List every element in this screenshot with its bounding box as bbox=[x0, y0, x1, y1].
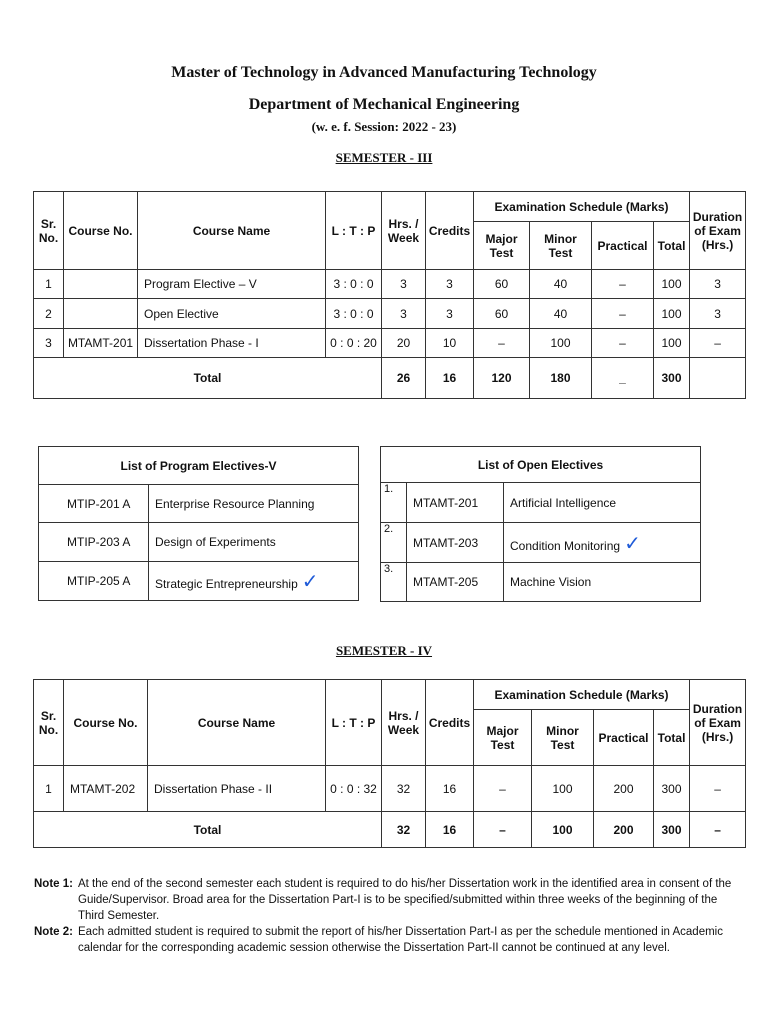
list-item bbox=[381, 483, 701, 523]
semester-3-table bbox=[33, 191, 746, 399]
open-electives-table bbox=[380, 446, 701, 602]
col-hrs: Hrs. / Week bbox=[382, 192, 426, 270]
total-duration: – bbox=[690, 812, 746, 848]
course-no-cell: MTAMT-201 bbox=[64, 329, 138, 358]
sr-cell: 1 bbox=[34, 270, 64, 299]
elective-name: Strategic Entrepreneurship bbox=[155, 577, 298, 591]
total-major: – bbox=[474, 812, 532, 848]
col-course-name: Course Name bbox=[148, 680, 326, 766]
ltp-cell: 0 : 0 : 20 bbox=[326, 329, 382, 358]
course-no-cell bbox=[64, 270, 138, 299]
col-ltp: L : T : P bbox=[326, 192, 382, 270]
minor-cell: 100 bbox=[532, 766, 594, 812]
course-no-cell: MTAMT-202 bbox=[64, 766, 148, 812]
table-row bbox=[34, 329, 746, 358]
total-cell: 100 bbox=[654, 299, 690, 329]
checkmark-icon: ✓ bbox=[301, 569, 319, 593]
total-minor: 100 bbox=[532, 812, 594, 848]
total-total: 300 bbox=[654, 358, 690, 399]
elective-code: MTAMT-201 bbox=[407, 483, 504, 523]
practical-cell: 200 bbox=[594, 766, 654, 812]
total-duration bbox=[690, 358, 746, 399]
total-hrs: 26 bbox=[382, 358, 426, 399]
total-label: Total bbox=[34, 812, 382, 848]
course-name-cell: Dissertation Phase - I bbox=[138, 329, 326, 358]
elective-name: Artificial Intelligence bbox=[504, 483, 701, 523]
sr-cell: 3 bbox=[34, 329, 64, 358]
elective-name-cell bbox=[149, 562, 359, 601]
semester-4-title: SEMESTER - IV bbox=[335, 643, 433, 658]
elective-code: MTIP-203 A bbox=[39, 523, 149, 562]
total-minor: 180 bbox=[530, 358, 592, 399]
hrs-cell: 20 bbox=[382, 329, 426, 358]
elective-num: 1. bbox=[381, 483, 407, 523]
minor-cell: 40 bbox=[530, 270, 592, 299]
ltp-cell: 0 : 0 : 32 bbox=[326, 766, 382, 812]
course-name-cell: Dissertation Phase - II bbox=[148, 766, 326, 812]
total-practical: 200 bbox=[594, 812, 654, 848]
col-course-no: Course No. bbox=[64, 192, 138, 270]
open-electives-title: List of Open Electives bbox=[381, 447, 701, 483]
note-label: Note 2: bbox=[34, 926, 73, 938]
session-label: (w. e. f. Session: 2022 - 23) bbox=[311, 119, 457, 134]
col-exam-schedule: Examination Schedule (Marks) bbox=[474, 680, 690, 710]
credits-cell: 16 bbox=[426, 766, 474, 812]
ltp-cell: 3 : 0 : 0 bbox=[326, 270, 382, 299]
total-credits: 16 bbox=[426, 358, 474, 399]
note-text: Each admitted student is required to submit the report of his/her Dissertation Part-I as per the schedule mentioned in Academic calendar for the corresponding academic session otherwise the Dissertation Part-II cannot be continued at any level. bbox=[78, 926, 723, 954]
semester-4-table bbox=[33, 679, 746, 848]
major-cell: – bbox=[474, 766, 532, 812]
duration-cell: – bbox=[690, 766, 746, 812]
major-cell: – bbox=[474, 329, 530, 358]
practical-cell: – bbox=[592, 329, 654, 358]
col-course-no: Course No. bbox=[64, 680, 148, 766]
course-name-cell: Open Elective bbox=[138, 299, 326, 329]
elective-name: Condition Monitoring bbox=[510, 538, 621, 553]
list-item bbox=[381, 563, 701, 602]
table-row bbox=[34, 299, 746, 329]
sr-cell: 1 bbox=[34, 766, 64, 812]
total-practical: _ bbox=[592, 358, 654, 399]
col-practical: Practical bbox=[592, 222, 654, 270]
minor-cell: 100 bbox=[530, 329, 592, 358]
total-hrs: 32 bbox=[382, 812, 426, 848]
hrs-cell: 3 bbox=[382, 299, 426, 329]
duration-cell: – bbox=[690, 329, 746, 358]
ltp-cell: 3 : 0 : 0 bbox=[326, 299, 382, 329]
note-text: At the end of the second semester each student is required to do his/her Dissertation work in the identified area in consent of the Guide/Supervisor. Broad area for the Dissertation Part-I is to be specified/submitted within three weeks of the beginning of the Third Semester. bbox=[78, 878, 732, 922]
total-cell: 100 bbox=[654, 329, 690, 358]
total-label: Total bbox=[34, 358, 382, 399]
checkmark-icon: ✓ bbox=[624, 530, 641, 555]
elective-num: 2. bbox=[381, 523, 407, 563]
elective-code: MTAMT-203 bbox=[407, 523, 504, 563]
col-hrs: Hrs. / Week bbox=[382, 680, 426, 766]
col-major: Major Test bbox=[474, 710, 532, 766]
major-cell: 60 bbox=[474, 270, 530, 299]
practical-cell: – bbox=[592, 270, 654, 299]
major-cell: 60 bbox=[474, 299, 530, 329]
department-title: Department of Mechanical Engineering bbox=[248, 96, 520, 113]
col-sr: Sr. No. bbox=[34, 680, 64, 766]
course-no-cell bbox=[64, 299, 138, 329]
total-cell: 300 bbox=[654, 766, 690, 812]
col-ltp: L : T : P bbox=[326, 680, 382, 766]
note-1 bbox=[34, 876, 739, 924]
credits-cell: 3 bbox=[426, 270, 474, 299]
note-label: Note 1: bbox=[34, 878, 73, 890]
duration-cell: 3 bbox=[690, 299, 746, 329]
table-row bbox=[34, 270, 746, 299]
practical-cell: – bbox=[592, 299, 654, 329]
col-course-name: Course Name bbox=[138, 192, 326, 270]
semester-3-title: SEMESTER - III bbox=[335, 150, 433, 165]
col-credits: Credits bbox=[426, 680, 474, 766]
total-cell: 100 bbox=[654, 270, 690, 299]
col-exam-schedule: Examination Schedule (Marks) bbox=[474, 192, 690, 222]
col-sr: Sr. No. bbox=[34, 192, 64, 270]
elective-num: 3. bbox=[381, 563, 407, 602]
col-minor: Minor Test bbox=[530, 222, 592, 270]
elective-code: MTIP-201 A bbox=[39, 485, 149, 523]
elective-name: Enterprise Resource Planning bbox=[149, 485, 359, 523]
total-row bbox=[34, 358, 746, 399]
sr-cell: 2 bbox=[34, 299, 64, 329]
program-electives-title: List of Program Electives-V bbox=[39, 447, 359, 485]
program-electives-table bbox=[38, 446, 359, 601]
total-credits: 16 bbox=[426, 812, 474, 848]
list-item bbox=[39, 523, 359, 562]
total-total: 300 bbox=[654, 812, 690, 848]
col-major: Major Test bbox=[474, 222, 530, 270]
duration-cell: 3 bbox=[690, 270, 746, 299]
hrs-cell: 32 bbox=[382, 766, 426, 812]
total-row bbox=[34, 812, 746, 848]
list-item bbox=[39, 562, 359, 601]
col-duration: Duration of Exam (Hrs.) bbox=[690, 680, 746, 766]
minor-cell: 40 bbox=[530, 299, 592, 329]
elective-code: MTIP-205 A bbox=[39, 562, 149, 601]
hrs-cell: 3 bbox=[382, 270, 426, 299]
list-item bbox=[39, 485, 359, 523]
col-practical: Practical bbox=[594, 710, 654, 766]
col-minor: Minor Test bbox=[532, 710, 594, 766]
col-credits: Credits bbox=[426, 192, 474, 270]
elective-name: Design of Experiments bbox=[149, 523, 359, 562]
col-duration: Duration of Exam (Hrs.) bbox=[690, 192, 746, 270]
credits-cell: 10 bbox=[426, 329, 474, 358]
elective-code: MTAMT-205 bbox=[407, 563, 504, 602]
notes-section bbox=[34, 876, 739, 956]
total-major: 120 bbox=[474, 358, 530, 399]
table-row bbox=[34, 766, 746, 812]
note-2 bbox=[34, 924, 739, 956]
elective-name-cell bbox=[504, 523, 701, 563]
course-name-cell: Program Elective – V bbox=[138, 270, 326, 299]
elective-name: Machine Vision bbox=[504, 563, 701, 602]
col-total: Total bbox=[654, 710, 690, 766]
program-title: Master of Technology in Advanced Manufacturing Technology bbox=[171, 64, 597, 81]
list-item bbox=[381, 523, 701, 563]
credits-cell: 3 bbox=[426, 299, 474, 329]
col-total: Total bbox=[654, 222, 690, 270]
